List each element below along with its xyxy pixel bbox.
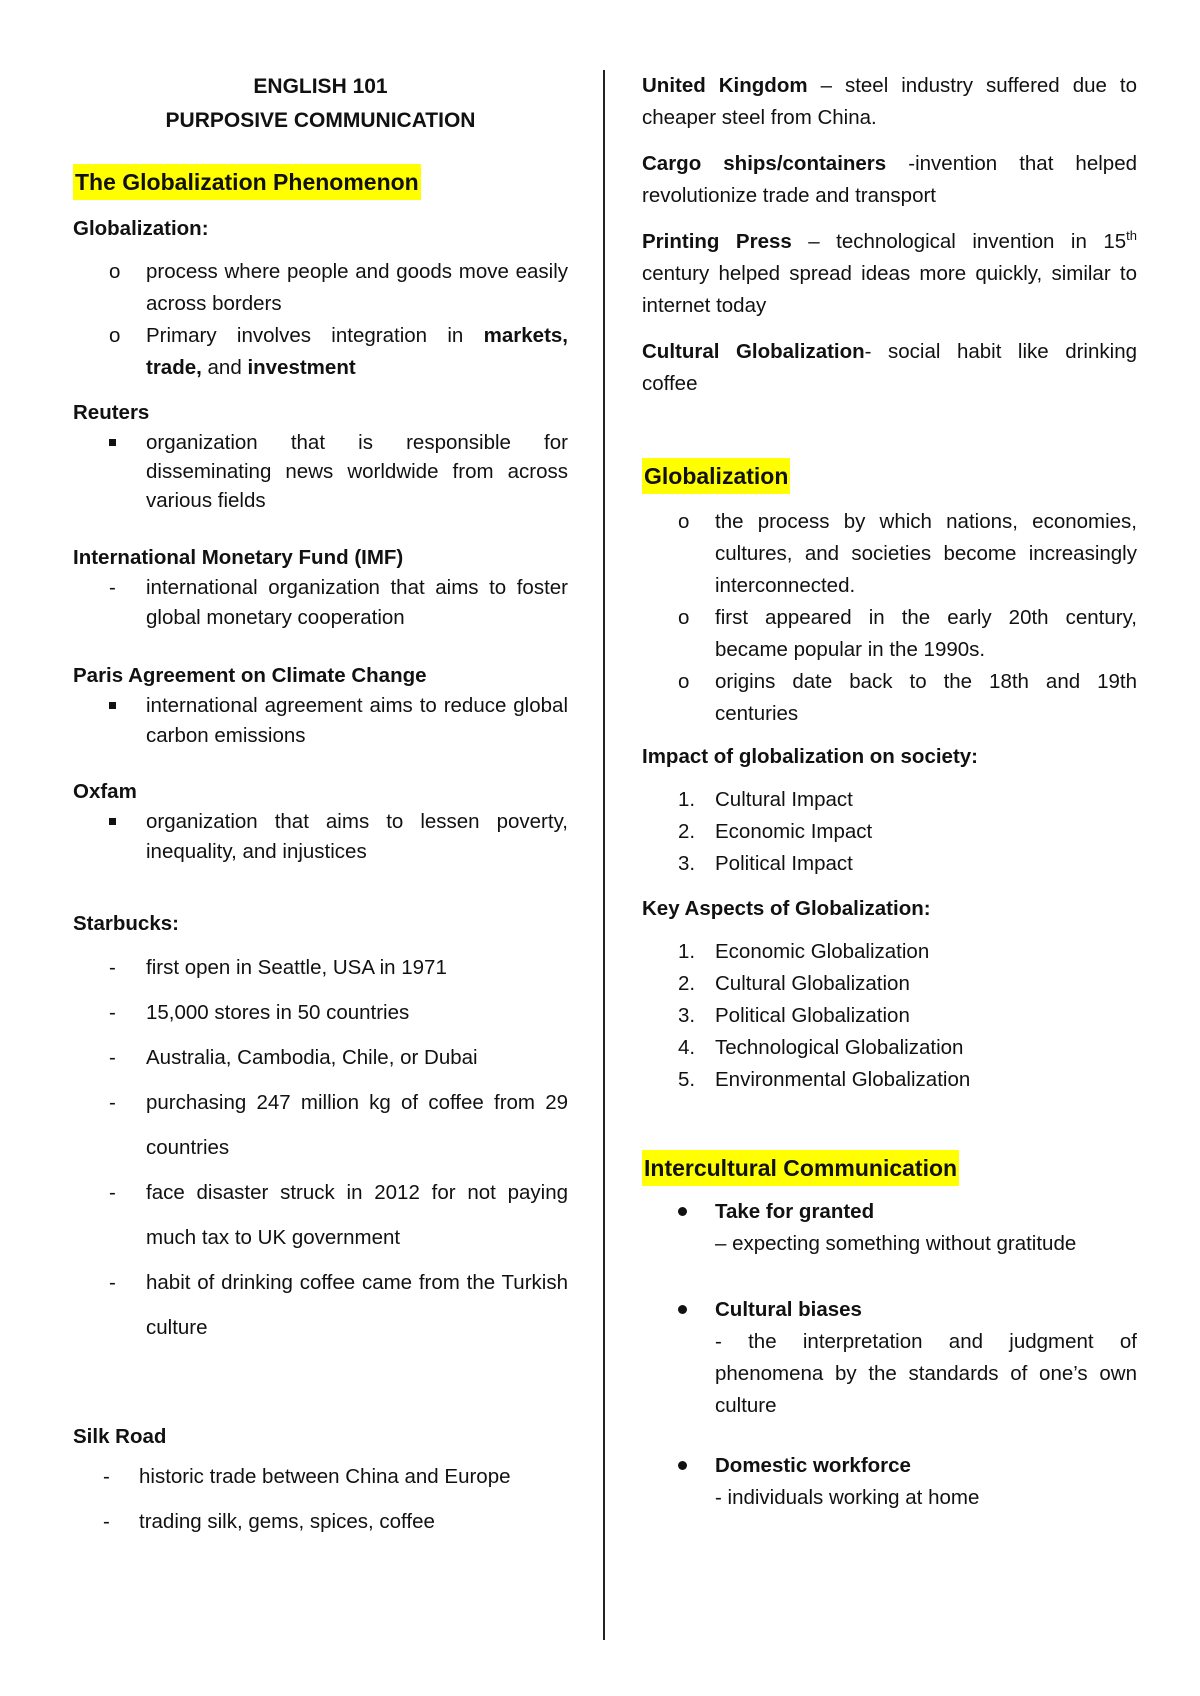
term-cultural-globalization: Cultural Globalization- social habit like drinking coffee (642, 340, 1137, 395)
list-item: o the process by which nations, economies, cultures, and societies become increasingly interconnected. (642, 506, 1137, 602)
list-item: o origins date back to the 18th and 19th centuries (642, 666, 1137, 730)
oxfam-list (73, 807, 568, 867)
circle-bullet-icon: o (109, 324, 121, 347)
silk-road-list (73, 1454, 568, 1544)
imf-list (73, 573, 568, 633)
square-bullet-icon (109, 807, 139, 837)
list-item: o first appeared in the early 20th century, became popular in the 1990s. (642, 602, 1137, 666)
list-item: - trading silk, gems, spices, coffee (73, 1499, 568, 1544)
impact-list (642, 784, 1137, 880)
dash-bullet-icon: - (103, 1510, 110, 1533)
list-item: 3. Political Globalization (678, 1004, 910, 1027)
dash-bullet-icon: - (109, 1001, 116, 1024)
dash-bullet-icon: - (109, 956, 116, 979)
term-cargo-ships: Cargo ships/containers -invention that helped revolutionize trade and transport (642, 152, 1137, 207)
oxfam-heading: Oxfam (73, 780, 137, 803)
silk-road-heading: Silk Road (73, 1425, 167, 1448)
list-item: 4. Technological Globalization (678, 1036, 964, 1059)
list-item: international agreement aims to reduce global carbon emissions (73, 691, 568, 751)
section-heading-globalization: Globalization (642, 458, 790, 494)
circle-bullet-icon: o (109, 260, 121, 283)
section-heading-globalization-phenomenon: The Globalization Phenomenon (73, 164, 421, 200)
list-item: - historic trade between China and Europe (73, 1454, 568, 1499)
dash-bullet-icon: - (109, 576, 116, 599)
section-heading-intercultural-communication: Intercultural Communication (642, 1150, 959, 1186)
term-united-kingdom: United Kingdom – steel industry suffered due to cheaper steel from China. (642, 74, 1137, 129)
square-bullet-icon (109, 428, 139, 457)
course-code: ENGLISH 101 (253, 75, 388, 98)
list-item: o Primary involves integration in markets, trade, and investment (73, 320, 568, 384)
dash-bullet-icon: - (109, 1271, 116, 1294)
list-item: 2. Economic Impact (678, 820, 873, 843)
impact-heading: Impact of globalization on society: (642, 745, 978, 768)
paris-agreement-list (73, 691, 568, 751)
globalization-label: Globalization: (73, 217, 209, 240)
list-item: - first open in Seattle, USA in 1971 (73, 945, 568, 990)
list-item: - face disaster struck in 2012 for not paying much tax to UK government (73, 1170, 568, 1260)
circle-bullet-icon: o (678, 510, 690, 533)
dash-bullet-icon: - (109, 1091, 116, 1114)
list-item: 1. Cultural Impact (678, 788, 853, 811)
list-item: 3. Political Impact (678, 852, 853, 875)
paris-agreement-heading: Paris Agreement on Climate Change (73, 664, 427, 687)
right-column (642, 70, 1137, 1514)
starbucks-heading: Starbucks: (73, 912, 179, 935)
column-divider (603, 70, 605, 1640)
dash-bullet-icon: - (109, 1046, 116, 1069)
starbucks-list (73, 945, 568, 1350)
dash-bullet-icon: - (103, 1465, 110, 1488)
list-item: - habit of drinking coffee came from the Turkish culture (73, 1260, 568, 1350)
list-item: Take for granted – expecting something without gratitude (642, 1196, 1137, 1260)
left-column (73, 70, 568, 1544)
square-bullet-icon (109, 691, 139, 721)
list-item: o process where people and goods move easily across borders (73, 256, 568, 320)
round-bullet-icon (678, 1196, 708, 1228)
circle-bullet-icon: o (678, 606, 690, 629)
key-aspects-heading: Key Aspects of Globalization: (642, 897, 931, 920)
list-item: organization that aims to lessen poverty, inequality, and injustices (73, 807, 568, 867)
imf-heading: International Monetary Fund (IMF) (73, 546, 404, 569)
list-item: 2. Cultural Globalization (678, 972, 910, 995)
round-bullet-icon (678, 1450, 708, 1482)
globalization-definition-list (642, 506, 1137, 730)
term-printing-press: Printing Press – technological invention in 15th century helped spread ideas more quickly, similar to internet today (642, 228, 1137, 317)
intercultural-list (642, 1196, 1137, 1514)
list-item: - purchasing 247 million kg of coffee from 29 countries (73, 1080, 568, 1170)
course-title: PURPOSIVE COMMUNICATION (165, 109, 476, 132)
list-item: - 15,000 stores in 50 countries (73, 990, 568, 1035)
dash-bullet-icon: - (109, 1181, 116, 1204)
round-bullet-icon (678, 1294, 708, 1326)
list-item: - international organization that aims to foster global monetary cooperation (73, 573, 568, 633)
list-item: Cultural biases - the interpretation and judgment of phenomena by the standards of one’s own culture (642, 1294, 1137, 1422)
list-item: Domestic workforce - individuals working at home (642, 1450, 1137, 1514)
document-title (73, 70, 568, 138)
list-item: 5. Environmental Globalization (678, 1068, 971, 1091)
reuters-list (73, 428, 568, 515)
circle-bullet-icon: o (678, 670, 690, 693)
reuters-heading: Reuters (73, 401, 150, 424)
list-item: organization that is responsible for disseminating news worldwide from across various fields (73, 428, 568, 515)
list-item: - Australia, Cambodia, Chile, or Dubai (73, 1035, 568, 1080)
key-aspects-list (642, 936, 1137, 1096)
globalization-list (73, 256, 568, 384)
list-item: 1. Economic Globalization (678, 940, 930, 963)
